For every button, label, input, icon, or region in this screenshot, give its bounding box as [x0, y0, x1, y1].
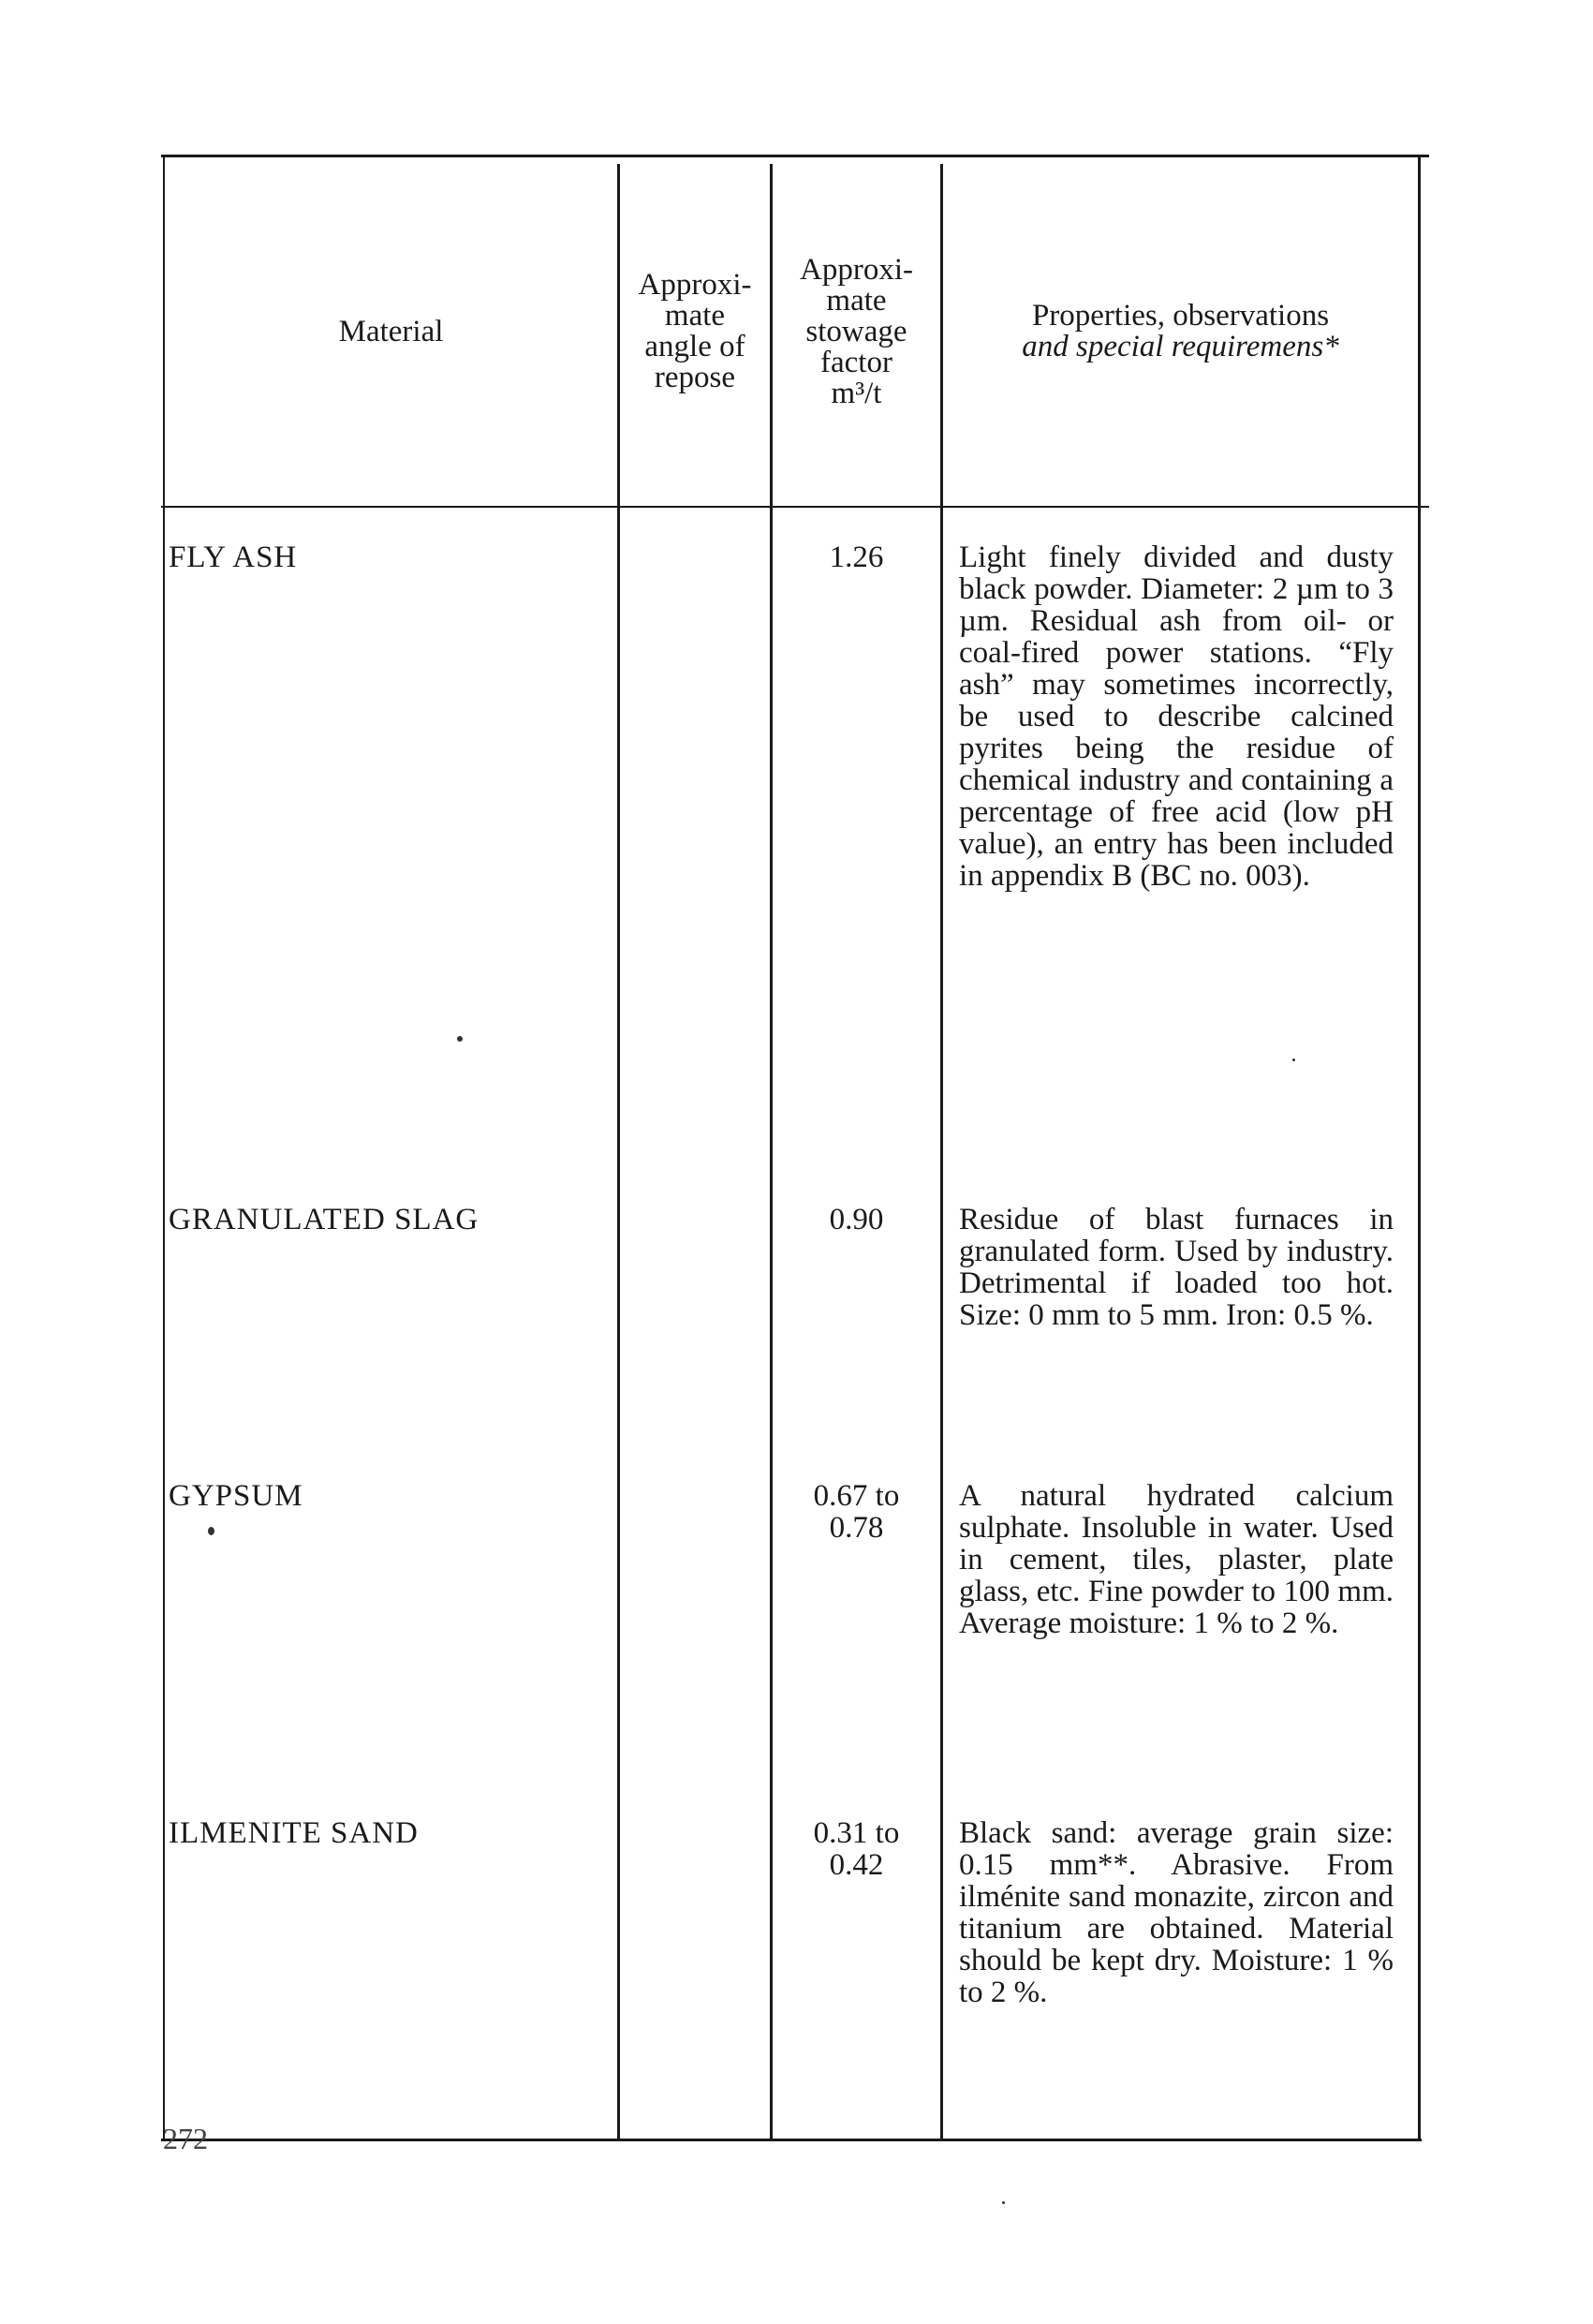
- row-stowage-factor: 0.31 to 0.42: [813, 1816, 900, 1882]
- header-stowage-line: mate: [826, 283, 887, 318]
- scan-speck: [1292, 1058, 1295, 1061]
- row-stowage-factor: 0.67 to 0.78: [813, 1479, 900, 1545]
- row-material: GRANULATED SLAG: [169, 1203, 479, 1236]
- header-angle-line: mate: [664, 299, 726, 333]
- header-stowage-line: Approxi-: [800, 252, 913, 287]
- scan-speck: [1002, 2201, 1005, 2204]
- header-angle-line: angle of: [644, 330, 745, 363]
- row-stowage-factor: 0.90: [829, 1203, 884, 1236]
- header-properties-line: Properties, observations: [1031, 299, 1330, 333]
- header-properties-line: and special requiremens*: [1022, 330, 1339, 363]
- header-stowage-line: stowage: [805, 314, 907, 348]
- header-angle-line: Approxi-: [638, 268, 752, 302]
- header-bottom-rule: [161, 506, 1429, 508]
- row-properties: A natural hydrated calcium sulphate. Insoluble in water. Used in cement, tiles, plaster, plate glass, etc. Fine powder to 100 mm. Average moisture: 1 % to 2 %.: [959, 1479, 1394, 1640]
- scan-speck: [457, 1036, 463, 1042]
- row-stowage-factor: 1.26: [829, 540, 884, 574]
- header-stowage-line: factor: [820, 345, 892, 379]
- row-material: GYPSUM: [169, 1479, 303, 1513]
- row-properties: Residue of blast furnaces in granulated form. Used by industry. Detrimental if loaded too hot. Size: 0 mm to 5 mm. Iron: 0.5 %.: [959, 1203, 1394, 1332]
- header-angle-of-repose: [620, 157, 770, 506]
- row-material: ILMENITE SAND: [169, 1816, 419, 1850]
- table-bottom-rule: [161, 2139, 1422, 2141]
- row-material: FLY ASH: [169, 540, 298, 574]
- scan-speck: [208, 1527, 214, 1535]
- header-material-label: Material: [338, 314, 444, 348]
- page-number: 272: [163, 2122, 208, 2155]
- header-material: [165, 157, 617, 506]
- table-right-border: [1418, 157, 1421, 2141]
- header-stowage-factor: [773, 157, 940, 506]
- row-properties: Light finely divided and dusty black powder. Diameter: 2 µm to 3 µm. Residual ash from oil- or coal-fired power stations. “Fly ash” may sometimes incorrectly, be used to describe calcined pyrites being the residue of chemical industry and containing a percentage of free acid (low pH value), an entry has been included in appendix B (BC no. 003).: [959, 540, 1394, 893]
- header-properties: [943, 157, 1418, 506]
- row-properties: Black sand: average grain size: 0.15 mm**. Abrasive. From ilménite sand monazite, zircon and titanium are obtained. Material should be kept dry. Moisture: 1 % to 2 %.: [959, 1816, 1394, 2009]
- header-angle-line: repose: [654, 361, 736, 394]
- header-stowage-line: m³/t: [831, 376, 882, 410]
